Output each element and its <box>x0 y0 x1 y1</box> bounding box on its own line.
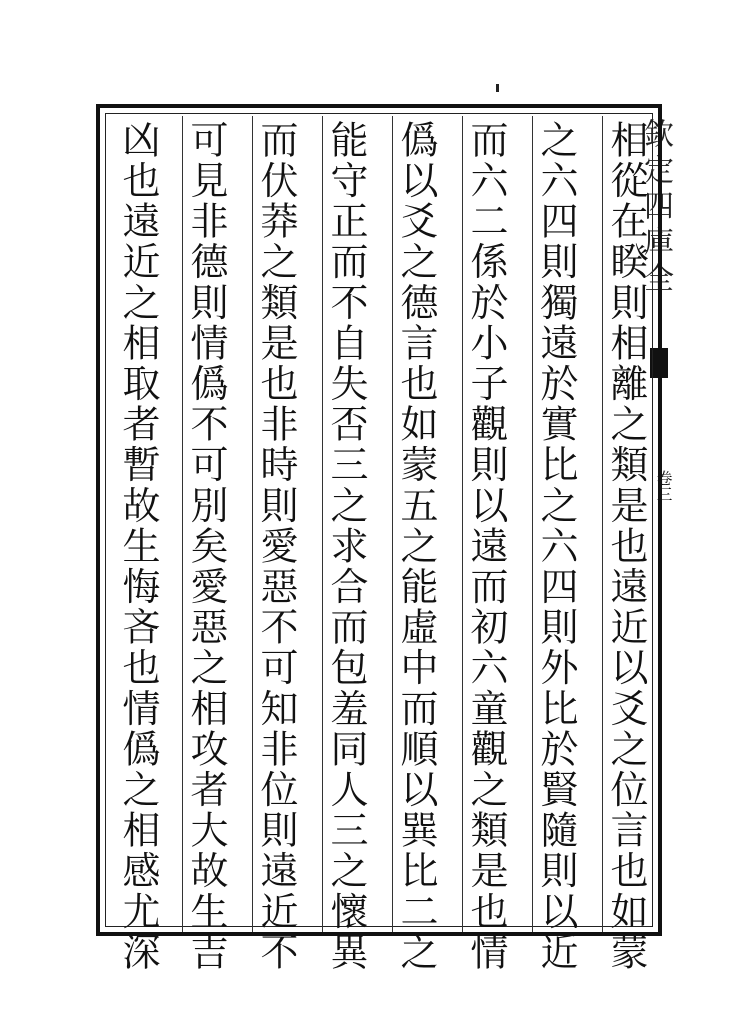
text-column-1: 相從在睽則相離之類是也遠近以爻之位言也如蒙 <box>604 120 648 973</box>
margin-label: 卷三 <box>654 470 673 502</box>
text-column-7: 可見非德則情僞不可別矣愛惡之相攻者大故生吉 <box>184 120 228 973</box>
text-column-8: 凶也遠近之相取者暫故生悔吝也情僞之相感尤深 <box>116 120 160 973</box>
page-edge-title: 欽定四庫全 <box>638 118 673 298</box>
top-mark <box>496 84 499 92</box>
text-column-2: 之六四則獨遠於實比之六四則外比於賢隨則以近 <box>534 120 578 973</box>
text-column-4: 僞以爻之德言也如蒙五之能虛中而順以巽比二之 <box>394 120 438 973</box>
text-column-6: 而伏莽之類是也非時則愛惡不可知非位則遠近不 <box>254 120 298 973</box>
page-frame <box>96 104 662 973</box>
text-column-5: 能守正而不自失否三之求合而包羞同人三之懷異 <box>324 120 368 973</box>
text-column-3: 而六二係於小子觀則以遠而初六童觀之類是也情 <box>464 120 508 973</box>
